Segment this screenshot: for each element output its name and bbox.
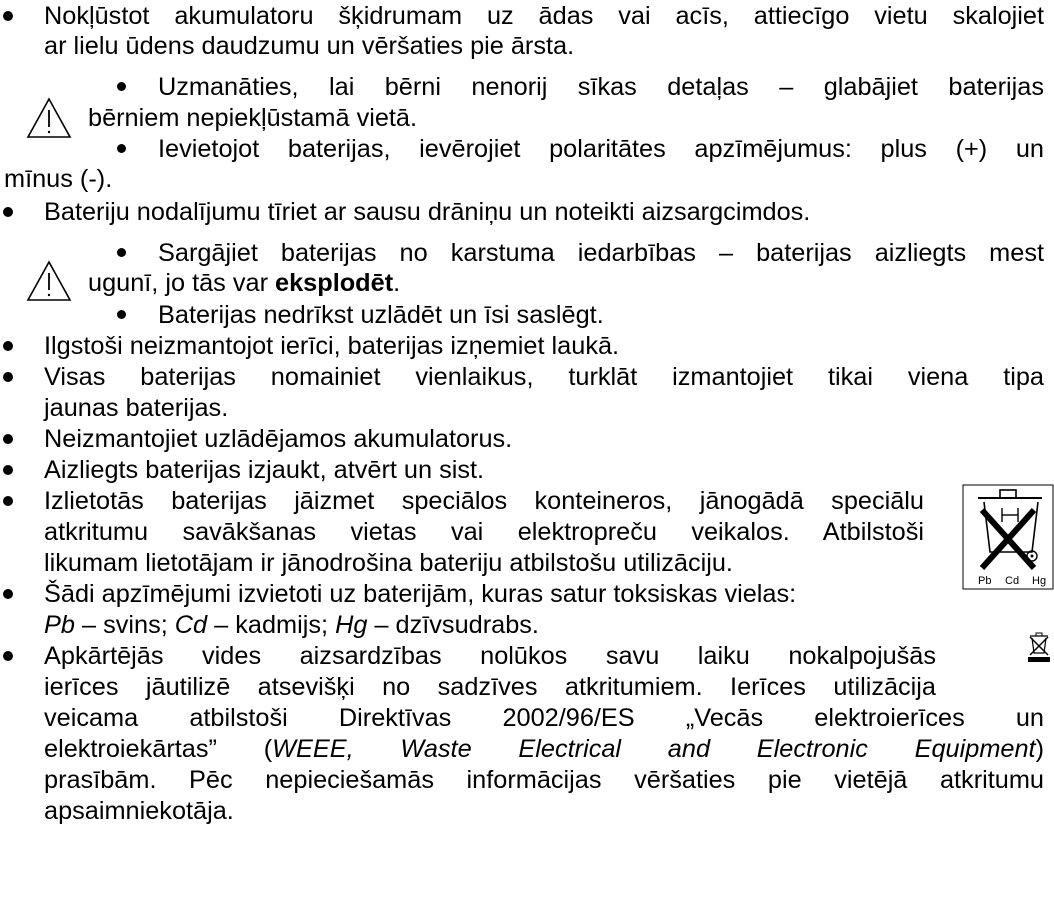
- bullet: [117, 82, 126, 91]
- battery-label-pb: Pb: [978, 575, 992, 587]
- bullet: [3, 207, 13, 217]
- paragraph-line: Bateriju nodalījumu tīriet ar sausu drāniņu un noteikti aizsargcimdos.: [44, 198, 811, 226]
- paragraph-line: elektroiekārtas” (WEEE, Waste Electrical and Electronic Equipment): [44, 735, 1044, 763]
- bullet: [3, 589, 13, 599]
- paragraph-line: Aizliegts baterijas izjaukt, atvērt un sist.: [44, 456, 485, 484]
- bullet: [117, 248, 126, 257]
- paragraph-line: mīnus (-).: [4, 165, 113, 193]
- paragraph-line: Izlietotās baterijas jāizmet speciālos konteineros, jānogādā speciālu: [44, 487, 924, 515]
- paragraph-line: Pb – svins; Cd – kadmijs; Hg – dzīvsudrabs.: [44, 611, 539, 639]
- paragraph-line: Uzmanāties, lai bērni nenorij sīkas detaļas – glabājiet baterijas: [158, 73, 1044, 101]
- bullet: [117, 310, 126, 319]
- bullet: [3, 496, 13, 506]
- bullet: [3, 465, 13, 475]
- paragraph-line: ugunī, jo tās var eksplodēt.: [88, 269, 401, 297]
- warning-triangle-icon: [26, 96, 72, 140]
- paragraph-line: Apkārtējās vides aizsardzības nolūkos savu laiku nokalpojušās: [44, 642, 936, 670]
- bullet: [3, 372, 13, 382]
- paragraph-line: Ievietojot baterijas, ievērojiet polaritātes apzīmējumus: plus (+) un: [158, 135, 1044, 163]
- battery-label-hg: Hg: [1032, 575, 1047, 587]
- bullet: [117, 144, 126, 153]
- bullet: [3, 651, 13, 661]
- paragraph-line: bērniem nepiekļūstamā vietā.: [88, 104, 418, 132]
- bullet: [3, 434, 13, 444]
- paragraph-line: Visas baterijas nomainiet vienlaikus, turklāt izmantojiet tikai viena tipa: [44, 363, 1044, 391]
- battery-label-cd: Cd: [1005, 575, 1020, 587]
- bold-word: eksplodēt: [275, 269, 394, 297]
- small-crossed-bin-icon: [1026, 631, 1052, 663]
- paragraph-line: veicama atbilstoši Direktīvas 2002/96/ES „Vecās elektroierīces un: [44, 704, 1044, 732]
- paragraph-line: likumam lietotājam ir jānodrošina bateriju atbilstošu utilizāciju.: [44, 549, 733, 577]
- paragraph-line: Nokļūstot akumulatoru šķidrumam uz ādas vai acīs, attiecīgo vietu skalojiet: [44, 2, 1044, 30]
- paragraph-line: prasībām. Pēc nepieciešamās informācijas vēršaties pie vietējā atkritumu: [44, 766, 1044, 794]
- warning-triangle-icon: [26, 259, 72, 303]
- paragraph-line: atkritumu savākšanas vietas vai elektropreču veikalos. Atbilstoši: [44, 518, 924, 546]
- paragraph-line: ierīces jāutilizē atsevišķi no sadzīves atkritumiem. Ierīces utilizācija: [44, 673, 936, 701]
- paragraph-line: Baterijas nedrīkst uzlādēt un īsi saslēgt.: [158, 301, 604, 329]
- paragraph-line: ar lielu ūdens daudzumu un vēršaties pie ārsta.: [44, 32, 575, 60]
- bullet: [3, 341, 13, 351]
- paragraph-line: Šādi apzīmējumi izvietoti uz baterijām, kuras satur toksiskas vielas:: [44, 580, 797, 608]
- paragraph-line: Ilgstoši neizmantojot ierīci, baterijas izņemiet laukā.: [44, 332, 620, 360]
- paragraph-line: apsaimniekotāja.: [44, 797, 234, 825]
- crossed-bin-icon: [962, 484, 1054, 594]
- bullet: [3, 11, 13, 21]
- paragraph-line: Sargājiet baterijas no karstuma iedarbības – baterijas aizliegts mest: [158, 239, 1044, 267]
- paragraph-line: Neizmantojiet uzlādējamos akumulatorus.: [44, 425, 513, 453]
- paragraph-line: jaunas baterijas.: [44, 394, 229, 422]
